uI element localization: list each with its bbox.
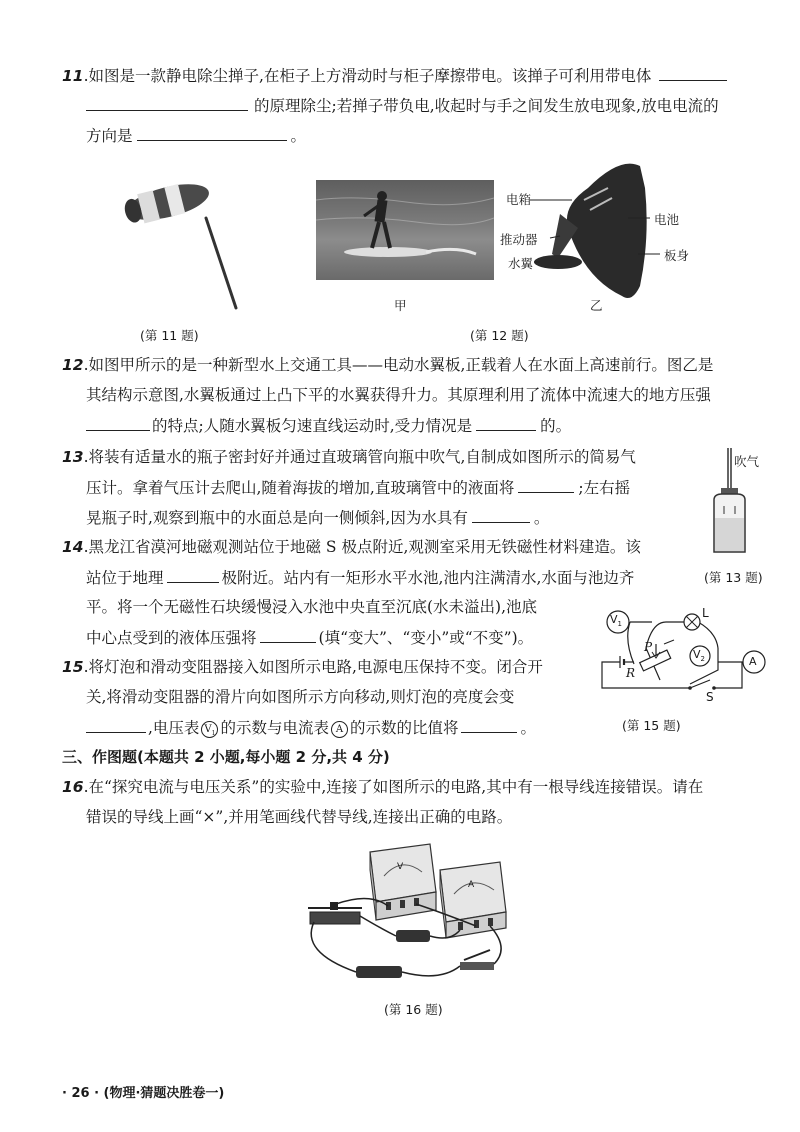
q12-line2: 其结构示意图,水翼板通过上凸下平的水翼获得升力。其原理利用了流体中流速大的地方压强 xyxy=(86,386,711,404)
q16-line2: 错误的导线上画“×”,并用笔画线代替导线,连接出正确的电路。 xyxy=(86,808,513,826)
label-dianchi: 电池 xyxy=(654,212,680,227)
q13-line1: 13.将装有适量水的瓶子密封好并通过直玻璃管向瓶中吹气,自制成如图所示的简易气 xyxy=(62,448,636,466)
q11-blank-1b[interactable] xyxy=(86,94,248,111)
q14-blank-2[interactable] xyxy=(260,626,316,643)
q11-caption: (第 11 题) xyxy=(140,328,199,343)
q16-caption: (第 16 题) xyxy=(384,1002,443,1017)
q14-line1: 14.黑龙江省漠河地磁观测站位于地磁 S 极点附近,观测室采用无铁磁性材料建造。该 xyxy=(62,538,641,556)
q11-number: 11 xyxy=(62,67,84,85)
q12-blank-2[interactable] xyxy=(476,414,536,431)
v1-circle-icon: $V_1$ xyxy=(201,721,218,738)
label-P: P xyxy=(644,640,653,654)
label-yi: 乙 xyxy=(590,298,603,313)
q11-blank-1[interactable] xyxy=(659,64,727,81)
q15-blank-2[interactable] xyxy=(461,716,517,733)
section-3-heading: 三、作图题(本题共 2 小题,每小题 2 分,共 4 分) xyxy=(62,748,390,766)
q11-line2: 的原理除尘;若掸子带负电,收起时与手之间发生放电现象,放电电流的 xyxy=(86,94,719,117)
q13-caption: (第 13 题) xyxy=(704,570,763,585)
q15-line1: 15.将灯泡和滑动变阻器接入如图所示电路,电源电压保持不变。闭合开 xyxy=(62,658,543,676)
label-tuidongqi: 推动器 xyxy=(500,232,538,247)
label-R: R xyxy=(626,666,636,680)
q12-caption: (第 12 题) xyxy=(470,328,529,343)
circuit-16-figure xyxy=(300,832,530,992)
q12-line3: 的特点;人随水翼板匀速直线运动时,受力情况是 的。 xyxy=(86,414,571,437)
q15-blank-1[interactable] xyxy=(86,716,146,733)
label-banshen: 板身 xyxy=(664,248,690,263)
meter-a-label: A xyxy=(468,880,475,890)
label-shuiyi: 水翼 xyxy=(508,256,534,271)
label-jia: 甲 xyxy=(394,298,407,313)
q13-blank-2[interactable] xyxy=(472,506,530,523)
q11-line1: 11.如图是一款静电除尘掸子,在柜子上方滑动时与柜子摩擦带电。该掸子可利用带电体 xyxy=(62,64,727,87)
a-meter-label: A xyxy=(749,655,757,668)
q13-line3: 晃瓶子时,观察到瓶中的水面总是向一侧倾斜,因为水具有 。 xyxy=(86,506,549,529)
page-footer: · 26 · (物理·猜题决胜卷一) xyxy=(62,1086,225,1101)
q14-line2: 站位于地理 极附近。站内有一矩形水平水池,池内注满清水,水面与池边齐 xyxy=(86,566,634,589)
q12-line1: 12.如图甲所示的是一种新型水上交通工具——电动水翼板,正载着人在水面上高速前行。图乙是 xyxy=(62,356,714,374)
q14-blank-1[interactable] xyxy=(167,566,219,583)
q15-caption: (第 15 题) xyxy=(622,718,681,733)
q11-blank-2[interactable] xyxy=(137,124,287,141)
label-dianxiang: 电箱 xyxy=(506,192,532,207)
meter-v-label: V xyxy=(397,862,404,872)
q16-line1: 16.在“探究电流与电压关系”的实验中,连接了如图所示的电路,其中有一根导线连接错误。请在 xyxy=(62,778,704,796)
a-circle-icon: A xyxy=(331,721,348,738)
q15-line2: 关,将滑动变阻器的滑片向如图所示方向移动,则灯泡的亮度会变 xyxy=(86,688,515,706)
label-chuiqi: 吹气 xyxy=(734,454,760,469)
label-L: L xyxy=(702,606,709,620)
q12-blank-1[interactable] xyxy=(86,414,150,431)
label-S: S xyxy=(706,690,714,704)
q13-blank-1[interactable] xyxy=(518,476,574,493)
hydrofoil-photo xyxy=(316,180,494,280)
q11-line3: 方向是 。 xyxy=(86,124,306,147)
q14-line3: 平。将一个无磁性石块缓慢浸入水池中央直至沉底(水未溢出),池底 xyxy=(86,598,538,616)
q13-line2: 压计。拿着气压计去爬山,随着海拔的增加,直玻璃管中的液面将 ;左右摇 xyxy=(86,476,630,499)
duster-figure xyxy=(118,180,248,315)
q15-line3: ,电压表 $V_1$ 的示数与电流表 A 的示数的比值将 。 xyxy=(86,716,536,739)
v1-meter-label: $V_1$ xyxy=(610,613,622,629)
q14-line4: 中心点受到的液体压强将 (填“变大”、“变小”或“不变”)。 xyxy=(86,626,533,649)
v2-meter-label: $V_2$ xyxy=(693,648,705,664)
